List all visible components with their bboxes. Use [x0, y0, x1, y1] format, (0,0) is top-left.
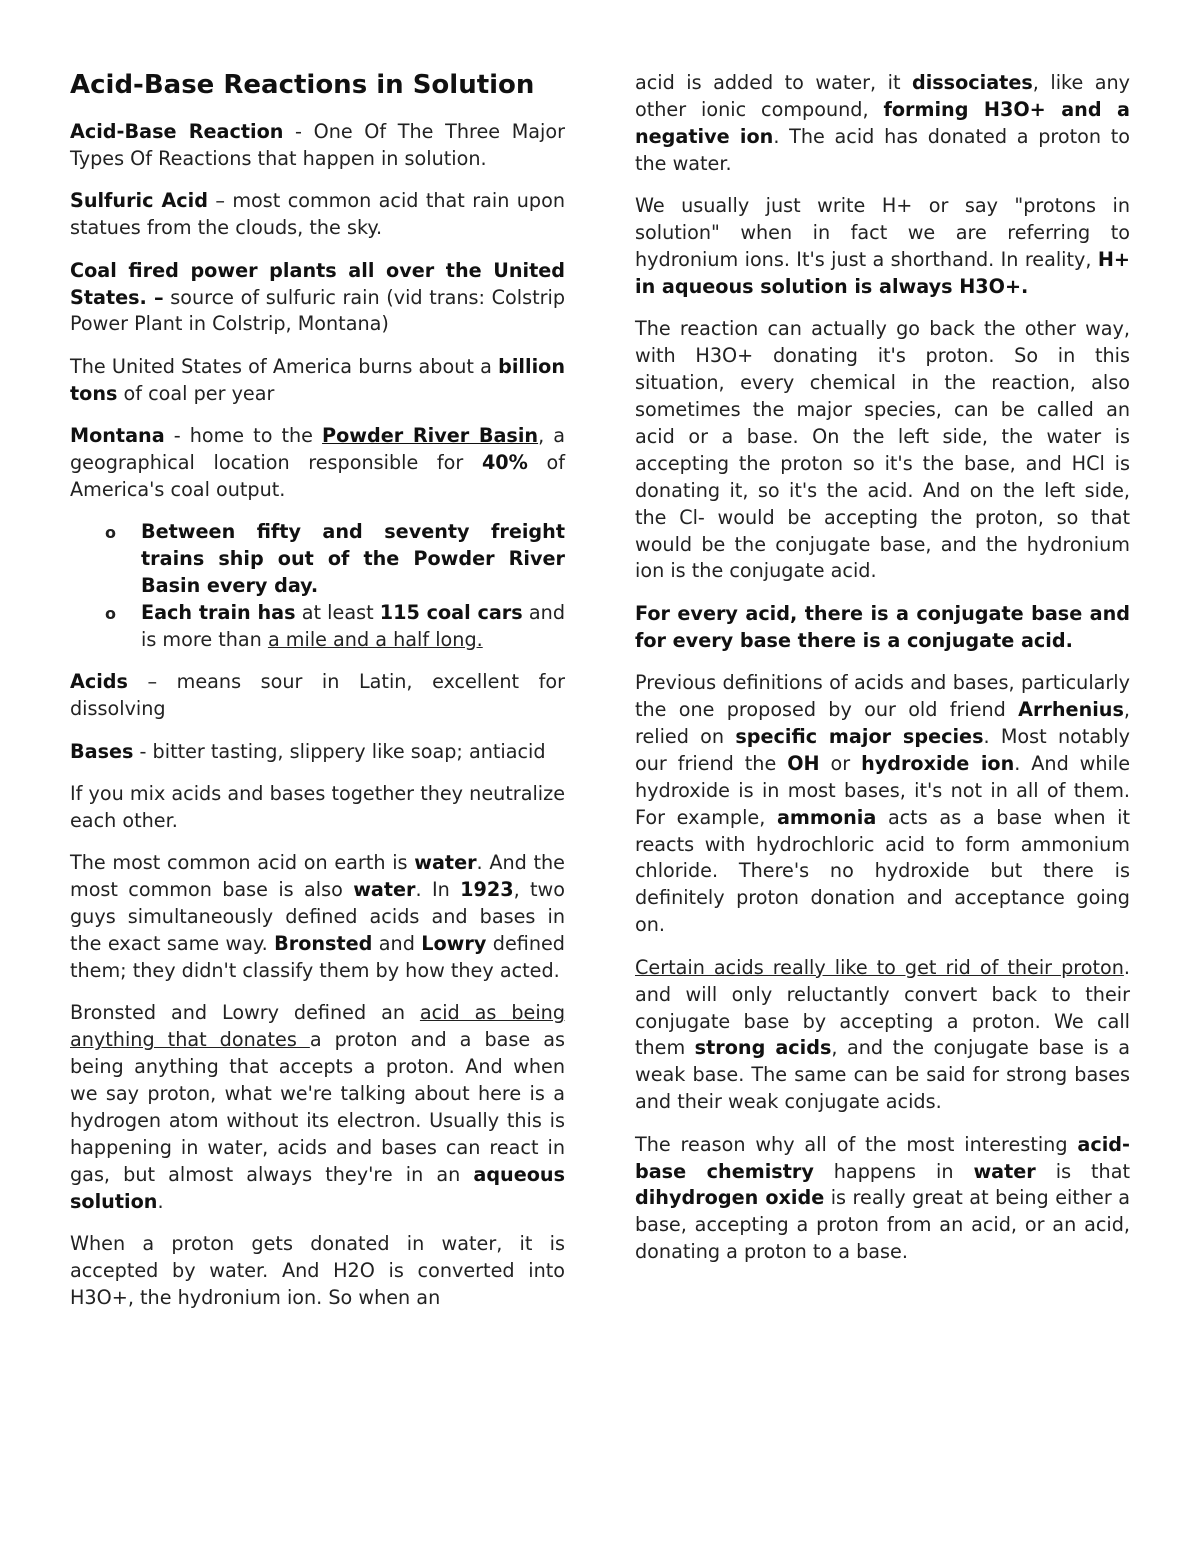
text: acid is added to water, it [635, 71, 912, 94]
text: , a geographical location responsible for [70, 424, 565, 475]
term: Bases [70, 739, 134, 763]
text: . Most notably our friend the [635, 724, 1130, 775]
term: forming H3O+ and a negative ion [635, 97, 1130, 148]
right-column [635, 70, 1130, 1282]
text: - One Of The Three Major Types Of Reactions that happen in solution. [70, 120, 565, 170]
term: water [973, 1159, 1036, 1183]
text: of America's coal output. [70, 451, 566, 501]
underlined-text: Certain acids really like to get rid of their proton [635, 955, 1124, 979]
term: ammonia [776, 805, 877, 829]
term: Sulfuric Acid [70, 189, 208, 213]
paragraph-coal-burned [70, 354, 565, 408]
term: strong acids [694, 1036, 832, 1060]
text: , like any other ionic compound, [635, 71, 1131, 121]
text: The United States of America burns about a [70, 354, 499, 378]
text: source of sulfuric rain (vid trans: Colstrip Power Plant in Colstrip, Montana) [70, 285, 566, 336]
term: Acids [70, 670, 128, 694]
text: at least [295, 601, 380, 625]
underlined-text: Powder River Basin [322, 424, 539, 448]
text: The reaction can actually go back the other way, with H3O+ donating it's proton. So in this situation, every chemical in the reaction, also sometimes the major species, can be called an acid or a base. On the left side, the water is accepting the proton so it's the base, and HCl is donating it, so it's the acid. And on the left side, the Cl- would be accepting the proton, so that would be the conjugate base, and the hydronium ion is the conjugate acid. [635, 317, 1130, 583]
text: and [372, 932, 422, 956]
text: . And the most common base is also [70, 851, 565, 902]
text: When a proton gets donated in water, it is accepted by water. And H2O is converted into H3O+, the hydronium ion. So when an [70, 1232, 565, 1310]
term: dissociates [911, 71, 1033, 94]
paragraph-acids [70, 669, 565, 723]
text: of coal per year [117, 381, 275, 405]
paragraph-acid-base-reaction [70, 119, 565, 173]
text: If you mix acids and bases together they neutralize each other. [70, 782, 565, 833]
left-column [70, 68, 565, 1327]
paragraph-shorthand [635, 193, 1130, 301]
term: 1923 [460, 878, 514, 902]
text: or [819, 751, 862, 775]
term: Coal fired power plants all over the United States. – [70, 258, 565, 309]
paragraph-coal-plants [70, 258, 565, 339]
term: 115 coal cars [379, 601, 523, 625]
text: The most common acid on earth is [70, 851, 415, 875]
text: – means sour in Latin, excellent for dissolving [70, 670, 565, 721]
term: hydroxide ion [861, 751, 1015, 775]
underlined-text: a mile and a half long. [267, 628, 483, 651]
paragraph-conjugate [635, 601, 1130, 655]
paragraph-reverse-reaction [635, 316, 1130, 585]
text: . In [415, 878, 461, 902]
text: - bitter tasting, slippery like soap; antiacid [133, 739, 546, 763]
text: happens in [813, 1159, 974, 1183]
text: . [157, 1189, 164, 1213]
text: , and the conjugate base is a weak base. The same can be said for strong bases and their weak conjugate acids. [635, 1036, 1131, 1114]
term: dihydrogen oxide [635, 1186, 825, 1210]
underlined-text: acid as being anything that donates [70, 1001, 565, 1052]
term: Montana [70, 424, 165, 448]
paragraph-arrhenius [635, 670, 1130, 939]
term: OH [787, 751, 820, 775]
term: For every acid, there is a conjugate base and for every base there is a conjugate acid. [635, 601, 1130, 652]
paragraph-water [70, 850, 565, 985]
term: aqueous solution [70, 1162, 565, 1213]
term: Bronsted [274, 932, 373, 956]
text: . And while hydroxide is in most bases, it's not in all of them. For example, [635, 751, 1130, 829]
list-item [141, 519, 565, 600]
paragraph-dissociates [635, 70, 1130, 178]
text: a proton and a base as being anything that accepts a proton. And when we say proton, what we're talking about here is a hydrogen atom without its electron. Usually this is happening in water, acids and bases can react in gas, but almost always they're in an [70, 1028, 565, 1186]
text: is that [1035, 1159, 1130, 1183]
term: acid-base chemistry [635, 1132, 1130, 1183]
term: water [353, 878, 416, 902]
text: defined them; they didn't classify them by how they acted. [70, 932, 565, 983]
text: . The acid has donated a proton to the water. [635, 124, 1130, 175]
term: Lowry [421, 932, 487, 956]
page-title: Acid-Base Reactions in Solution [70, 70, 535, 100]
text: – most common acid that rain upon statues from the clouds, the sky. [70, 189, 565, 240]
term-underlined [322, 424, 538, 447]
paragraph-proton-donated [70, 1231, 565, 1312]
text: is really great at being either a base, accepting a proton from an acid, or an acid, donating a proton to a base. [635, 1186, 1130, 1264]
paragraph-bases [70, 739, 565, 766]
paragraph-strong-acids [635, 955, 1130, 1116]
term: Between fifty and seventy freight trains ship out of the Powder River Basin every day. [141, 520, 565, 598]
term: Arrhenius [1018, 698, 1124, 722]
term: Each train has [141, 601, 296, 625]
term: billion tons [70, 354, 565, 405]
paragraph-bronsted-lowry [70, 1000, 565, 1215]
paragraph-water-chemistry [635, 1132, 1130, 1267]
term: 40% [481, 451, 528, 475]
text: Previous definitions of acids and bases, particularly the one proposed by our old friend [635, 671, 1130, 722]
text: , two guys simultaneously defined acids and bases in the exact same way. [70, 878, 565, 956]
term: Acid-Base Reaction [70, 120, 284, 143]
text: acts as a base when it reacts with hydrochloric acid to form ammonium chloride. There's no hydroxide but there is definitely proton donation and acceptance going on. [635, 805, 1130, 937]
text: Bronsted and Lowry defined an [70, 1001, 420, 1025]
paragraph-neutralize [70, 781, 565, 835]
paragraph-montana [70, 423, 565, 504]
text: and is more than [141, 601, 566, 651]
term: water [414, 851, 477, 875]
text: . and will only reluctantly convert back to their conjugate base by accepting a proton. We call them [635, 955, 1130, 1060]
text: , relied on [635, 698, 1130, 748]
bullet-list [70, 519, 565, 654]
text: We usually just write H+ or say "protons in solution" when in fact we are referring to hydronium ions. It's just a shorthand. In reality, [635, 194, 1130, 271]
text: The reason why all of the most interesting [635, 1132, 1078, 1156]
list-item [141, 600, 565, 654]
term: specific major species [735, 724, 984, 748]
paragraph-sulfuric-acid [70, 188, 565, 242]
text: - home to the [164, 424, 323, 448]
term: H+ in aqueous solution is always H3O+. [635, 247, 1130, 298]
